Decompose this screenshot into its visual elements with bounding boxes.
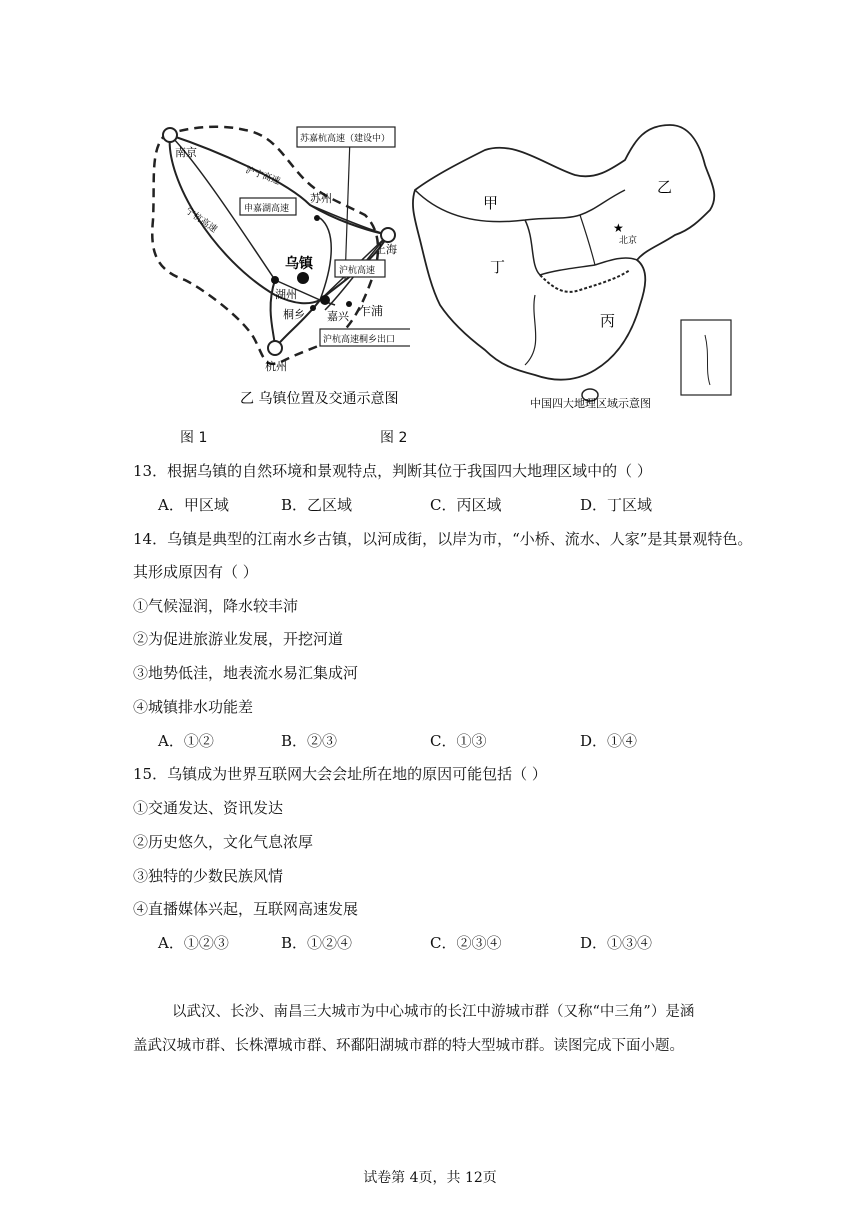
- q15-item-3: ③独特的少数民族风情: [133, 867, 284, 885]
- caption-fig1: 图 1: [180, 430, 208, 446]
- region-yi: 乙: [657, 178, 673, 196]
- q15-option-d[interactable]: D．①③④: [580, 934, 653, 952]
- label-beijing: 北京: [619, 236, 638, 246]
- q13-option-c[interactable]: C．丙区域: [430, 496, 502, 514]
- beijing-star-icon: ★: [613, 221, 624, 235]
- q14-item-2: ②为促进旅游业发展，开挖河道: [133, 630, 344, 648]
- q14-item-4: ④城镇排水功能差: [133, 698, 254, 716]
- q14-option-b[interactable]: B．②③: [281, 732, 338, 750]
- caption-fig2: 图 2: [380, 430, 408, 446]
- q14-option-c[interactable]: C．①③: [430, 732, 487, 750]
- question-14-stem-cont: 其形成原因有（ ）: [133, 563, 258, 581]
- intro-paragraph-line2: 盖武汉城市群、长株潭城市群、环鄱阳湖城市群的特大型城市群。读图完成下面小题。: [133, 1038, 684, 1054]
- label-huzhou: 湖州: [275, 288, 297, 301]
- region-ding: 丁: [490, 258, 506, 276]
- label-nanjing: 南京: [175, 146, 197, 159]
- label-huning: 沪宁高速: [243, 165, 282, 188]
- china-regions-map: [405, 120, 735, 420]
- q15-option-b[interactable]: B．①②④: [281, 934, 353, 952]
- question-15-stem: 15．乌镇成为世界互联网大会会址所在地的原因可能包括（ ）: [133, 765, 547, 783]
- label-zhapu: 乍浦: [359, 304, 384, 318]
- q14-item-1: ①气候湿润，降水较丰沛: [133, 597, 299, 615]
- hangzhou-marker: [268, 341, 282, 355]
- label-huhang: 沪杭高速: [339, 266, 376, 276]
- q13-option-b[interactable]: B．乙区域: [281, 496, 353, 514]
- q15-item-1: ①交通发达、资讯发达: [133, 799, 284, 817]
- shanghai-marker: [381, 228, 395, 242]
- intro-paragraph-line1: 以武汉、长沙、南昌三大城市为中心城市的长江中游城市群（又称“中三角”）是涵: [172, 1004, 695, 1020]
- region-boundary: [152, 127, 378, 364]
- q14-option-a[interactable]: A．①②: [158, 732, 214, 750]
- huzhou-marker: [271, 276, 279, 284]
- tongxiang-marker: [310, 305, 316, 311]
- wuzhen-transport-map: [135, 120, 410, 420]
- q14-option-d[interactable]: D．①④: [580, 732, 638, 750]
- label-ningchang: 宁杭高速: [183, 206, 219, 236]
- q13-option-a[interactable]: A．甲区域: [158, 496, 229, 514]
- label-hangzhou: 杭州: [265, 360, 287, 373]
- label-jiaxing: 嘉兴: [327, 310, 349, 323]
- zhapu-marker: [346, 301, 352, 307]
- china-outline: [413, 125, 714, 380]
- region-bing: 丙: [600, 312, 616, 330]
- label-wuzhen: 乌镇: [285, 256, 313, 272]
- q15-item-4: ④直播媒体兴起，互联网高速发展: [133, 900, 359, 918]
- region-jia: 甲: [483, 194, 499, 212]
- label-exit: 沪杭高速桐乡出口: [323, 335, 396, 345]
- label-shanghai: 上海: [375, 243, 397, 256]
- label-suzhouhang: 苏嘉杭高速（建设中）: [300, 134, 391, 144]
- question-14-stem: 14．乌镇是典型的江南水乡古镇，以河成街，以岸为市，“小桥、流水、人家”是其景观特色。: [133, 530, 753, 548]
- question-13-stem: 13．根据乌镇的自然环境和景观特点，判断其位于我国四大地理区域中的（ ）: [133, 462, 652, 480]
- label-suzhou: 苏州: [310, 192, 332, 205]
- q14-item-3: ③地势低洼，地表流水易汇集成河: [133, 664, 359, 682]
- figure1-title: 乙 乌镇位置及交通示意图: [240, 391, 399, 407]
- label-tongxiang: 桐乡: [283, 308, 305, 321]
- page-footer: 试卷第 4页，共 12页: [363, 1170, 497, 1186]
- suzhou-marker: [314, 215, 320, 221]
- nanjing-marker: [163, 128, 177, 142]
- figure2-title: 中国四大地理区域示意图: [530, 397, 651, 410]
- wuzhen-marker: [297, 272, 309, 284]
- q15-item-2: ②历史悠久，文化气息浓厚: [133, 833, 314, 851]
- q15-option-c[interactable]: C．②③④: [430, 934, 502, 952]
- label-changjia: 申嘉湖高速: [244, 204, 290, 214]
- q13-option-d[interactable]: D．丁区域: [580, 496, 653, 514]
- jiaxing-marker: [320, 295, 330, 305]
- q15-option-a[interactable]: A．①②③: [158, 934, 229, 952]
